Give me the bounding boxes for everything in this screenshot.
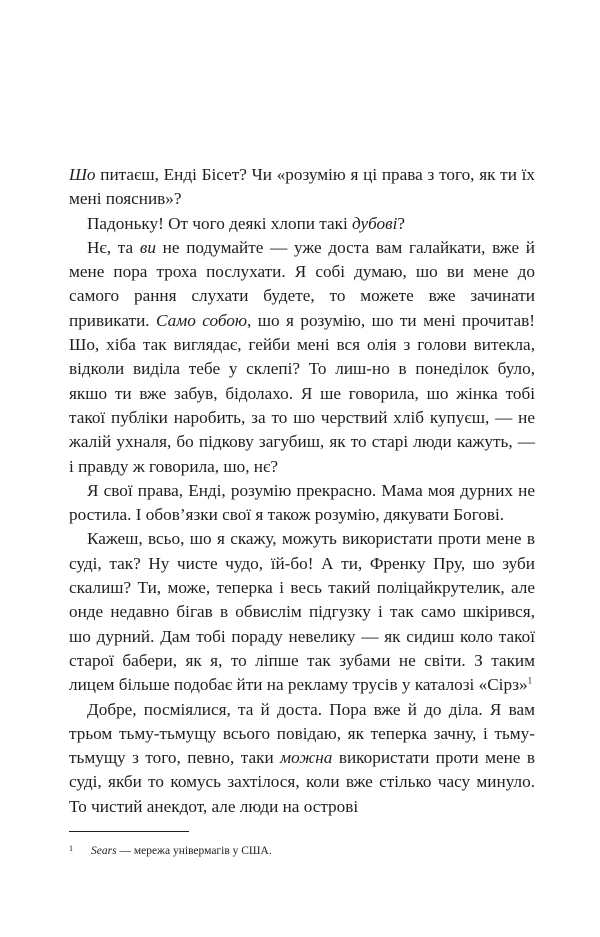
emphasis-text: ви	[139, 237, 156, 257]
footnote-reference: 1	[527, 675, 533, 686]
text-run: Падоньку! От чого деякі хлопи такі	[87, 213, 353, 233]
paragraph	[69, 163, 535, 212]
emphasis-text: можна	[280, 748, 333, 768]
body-text	[69, 163, 535, 819]
footnote-marker: 1	[69, 844, 73, 853]
footnote	[69, 841, 535, 859]
paragraph	[69, 527, 535, 697]
footnote-divider	[69, 831, 189, 832]
text-run: Я свої права, Енді, розумію прекрасно. Мама моя дурних не ростила. І обов’язки свої я також розумію, дякувати Богові.	[69, 480, 535, 525]
text-run: не подумайте — уже доста вам галайкати, вже й мене пора троха послухати. Я собі думаю, шо ви мене до самого рання слухати будете, то можете вже зачинати привикати.	[69, 237, 535, 330]
text-run: ?	[397, 213, 406, 233]
text-run: , шо я розумію, шо ти мені прочитав! Шо, хіба так виглядає, гейби мені вся олія з голови витекла, відколи виділа тебе у склепі? То лиш-но в понеділок було, якшо ти вже забув, бідолахо. Я ше говорила, шо жінка тобі такої публіки наробить, за то шо черствий хліб купуєш, — не жалій ухналя, бо підкову загубиш, як то старі люди кажуть, — і правду ж говорила, шо, нє?	[69, 310, 535, 476]
emphasis-text: Само собою	[156, 310, 247, 330]
text-run: питаєш, Енді Бісет? Чи «розумію я ці права з того, як ти їх мені пояснив»?	[69, 165, 535, 209]
text-run: Добре, посміялися, та й доста. Пора вже й до діла. Я вам трьом тьму-тьмущу всього повідаю, як теперка зачну, і тьму-тьмущу з того, певно, таки	[69, 699, 535, 768]
text-run: Кажеш, всьо, шо я скажу, можуть використати проти мене в суді, так? Ну чисте чудо, їй-бо! А ти, Френку Пру, шо зуби скалиш? Ти, може, теперка і весь такий поліцайкрутелик, але онде недавно бігав в обвислім підгузку і так само шкірився, шо дурний. Дам тобі пораду невелику — як сидиш коло такої старої бабери, як я, то ліпше так зубами не світи. З таким лицем більше подобає йти на рекламу трусів у каталозі «Сірз»	[69, 529, 535, 695]
emphasis-text: дубові	[352, 213, 398, 233]
text-run: Нє, та	[87, 237, 140, 257]
emphasis-text: Шо	[69, 165, 96, 184]
footnote-term: Sears	[91, 845, 117, 857]
paragraph	[69, 212, 535, 236]
paragraph	[69, 236, 535, 479]
footnote-text: — мережа універмагів у США.	[116, 845, 272, 857]
paragraph	[69, 698, 535, 819]
text-run: використати проти мене в суді, якби то комусь захтілося, коли вже стілько часу минуло. То чистий анекдот, але люди на острові	[69, 748, 535, 816]
paragraph	[69, 479, 535, 528]
